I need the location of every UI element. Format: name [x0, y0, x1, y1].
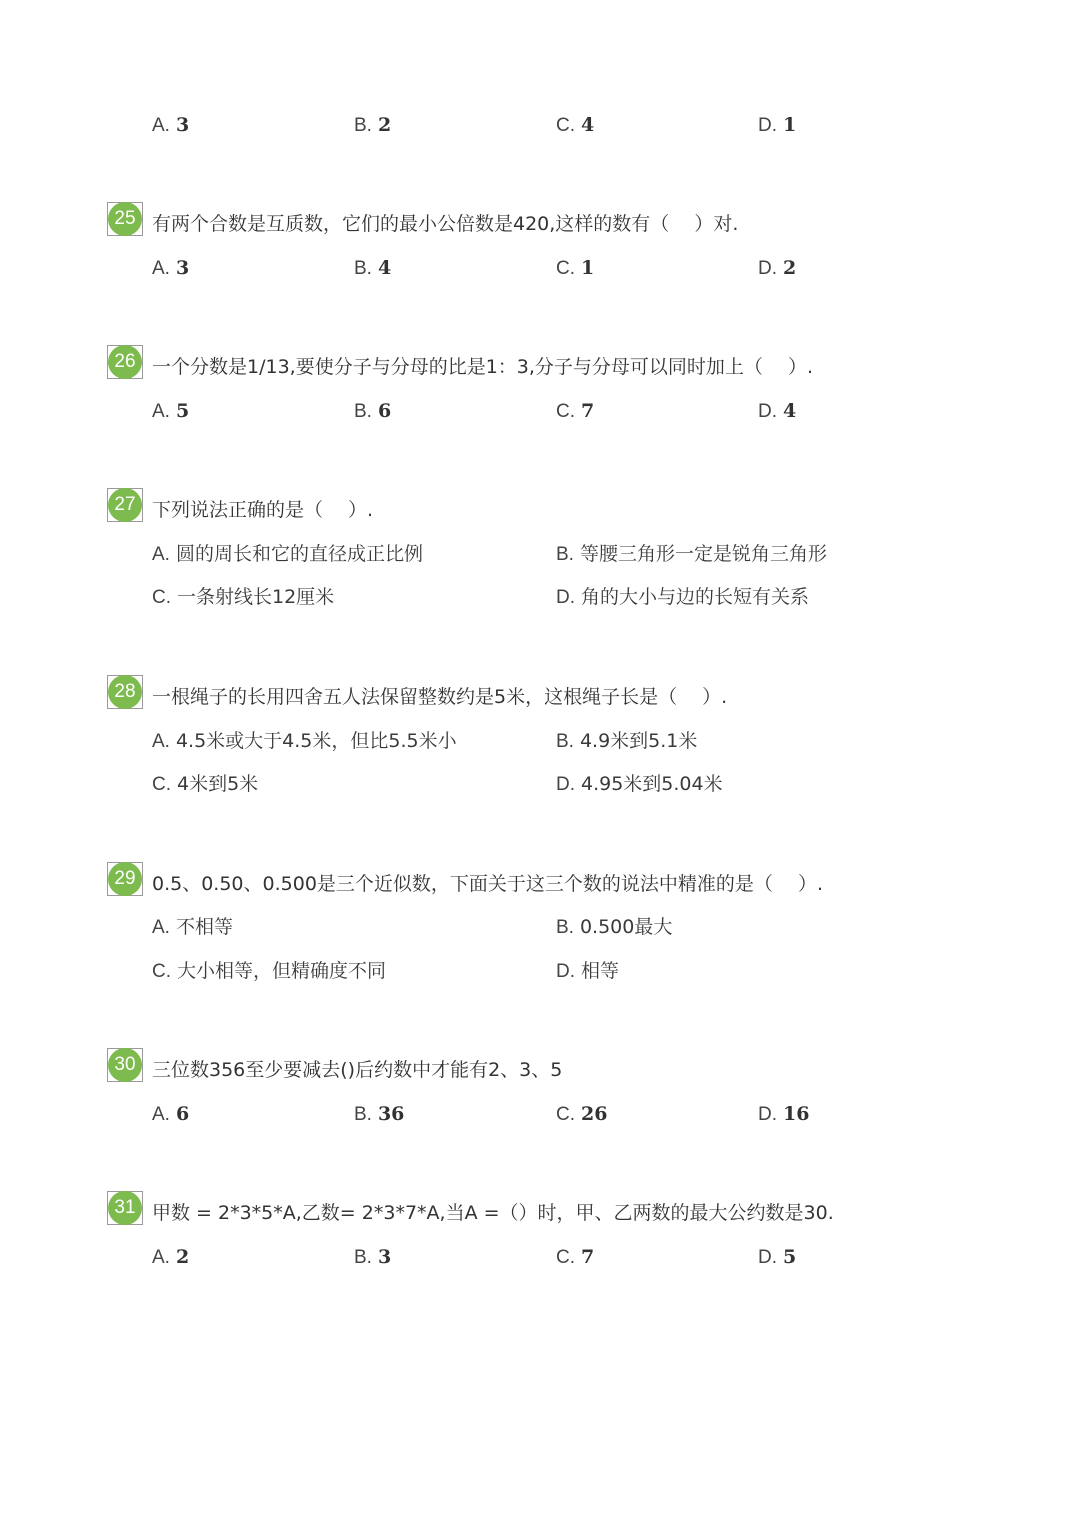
option-value: 4.9米到5.1米	[579, 730, 698, 752]
option-letter: A.	[152, 401, 170, 422]
option-value: 7	[581, 1246, 595, 1268]
option-value: 不相等	[175, 916, 233, 938]
question-text: 0.5、0.50、0.500是三个近似数，下面关于这三个数的说法中精准的是（ ）.	[152, 873, 823, 895]
q25-option-a[interactable]	[152, 253, 189, 284]
q24-option-d[interactable]	[758, 110, 796, 141]
q28-option-c[interactable]	[152, 769, 258, 800]
q28-option-a[interactable]	[152, 726, 457, 757]
option-letter: C.	[556, 401, 575, 422]
option-letter: D.	[758, 1104, 777, 1125]
option-value: 等腰三角形一定是锐角三角形	[579, 543, 827, 565]
option-letter: B.	[556, 917, 574, 938]
option-letter: D.	[758, 1247, 777, 1268]
option-value: 6	[175, 1103, 190, 1125]
option-letter: B.	[354, 258, 372, 279]
question-text: 一个分数是1/13,要使分子与分母的比是1：3,分子与分母可以同时加上（ ）.	[152, 356, 814, 378]
option-letter: B.	[354, 401, 372, 422]
option-value: 7	[581, 400, 595, 422]
q25-option-d[interactable]	[758, 253, 796, 284]
q24-option-b[interactable]	[354, 110, 391, 141]
option-value: 5	[783, 1246, 797, 1268]
option-letter: A.	[152, 917, 170, 938]
option-letter: B.	[354, 1247, 372, 1268]
option-value: 一条射线长12厘米	[177, 586, 335, 608]
q27-option-b[interactable]	[556, 539, 827, 570]
option-letter: D.	[556, 961, 575, 982]
q28-option-b[interactable]	[556, 726, 697, 757]
option-value: 1	[783, 114, 797, 136]
q30-option-a[interactable]	[152, 1099, 189, 1130]
q24-option-c[interactable]	[556, 110, 594, 141]
q30-option-b[interactable]	[354, 1099, 404, 1130]
q26-option-c[interactable]	[556, 396, 594, 427]
question-number: 25	[108, 202, 142, 236]
option-value: 1	[581, 257, 595, 279]
question-number: 30	[108, 1048, 142, 1082]
question-number: 29	[108, 862, 142, 896]
q27-option-d[interactable]	[556, 582, 809, 613]
question-number-badge	[107, 862, 143, 896]
question-number: 26	[108, 345, 142, 379]
option-letter: A.	[152, 1104, 170, 1125]
option-letter: C.	[152, 587, 171, 608]
option-value: 圆的周长和它的直径成正比例	[175, 543, 423, 565]
question-number: 27	[108, 488, 142, 522]
question-text: 下列说法正确的是（ ）.	[152, 499, 374, 521]
option-letter: D.	[758, 401, 777, 422]
option-letter: B.	[354, 1104, 372, 1125]
q25-option-c[interactable]	[556, 253, 594, 284]
option-value: 2	[783, 257, 797, 279]
q26-option-b[interactable]	[354, 396, 391, 427]
option-value: 6	[377, 400, 392, 422]
question-number-badge	[107, 1191, 143, 1225]
option-letter: C.	[556, 115, 575, 136]
option-value: 16	[783, 1103, 810, 1125]
option-value: 36	[377, 1103, 405, 1125]
q31-option-d[interactable]	[758, 1242, 796, 1273]
option-letter: C.	[556, 258, 575, 279]
option-value: 4	[783, 400, 797, 422]
option-value: 3	[175, 257, 190, 279]
option-value: 4.5米或大于4.5米，但比5.5米小	[175, 730, 457, 752]
question-text: 三位数356至少要减去()后约数中才能有2、3、5	[152, 1059, 563, 1081]
option-value: 2	[377, 114, 392, 136]
q29-option-c[interactable]	[152, 956, 386, 987]
q27-option-a[interactable]	[152, 539, 423, 570]
option-letter: C.	[556, 1247, 575, 1268]
question-text: 一根绳子的长用四舍五人法保留整数约是5米，这根绳子长是（ ）.	[152, 686, 728, 708]
question-text: 有两个合数是互质数，它们的最小公倍数是420,这样的数有（ ）对.	[152, 213, 739, 235]
q29-option-a[interactable]	[152, 912, 233, 943]
question-text: 甲数 = 2*3*5*A,乙数= 2*3*7*A,当A =（）时，甲、乙两数的最大公约数是30.	[152, 1202, 834, 1224]
option-letter: A.	[152, 115, 170, 136]
q27-option-c[interactable]	[152, 582, 334, 613]
option-value: 4	[377, 257, 392, 279]
option-value: 相等	[581, 960, 620, 982]
question-number: 28	[108, 675, 142, 709]
option-value: 4	[581, 114, 595, 136]
q31-option-c[interactable]	[556, 1242, 594, 1273]
q31-option-a[interactable]	[152, 1242, 189, 1273]
option-letter: D.	[758, 258, 777, 279]
q26-option-d[interactable]	[758, 396, 796, 427]
question-number-badge	[107, 1048, 143, 1082]
q24-option-a[interactable]	[152, 110, 189, 141]
option-value: 3	[377, 1246, 392, 1268]
option-letter: B.	[556, 544, 574, 565]
question-number-badge	[107, 675, 143, 709]
option-value: 5	[175, 400, 190, 422]
q25-option-b[interactable]	[354, 253, 391, 284]
q31-option-b[interactable]	[354, 1242, 391, 1273]
option-letter: A.	[152, 258, 170, 279]
option-value: 4.95米到5.04米	[581, 773, 723, 795]
q29-option-b[interactable]	[556, 912, 672, 943]
q29-option-d[interactable]	[556, 956, 619, 987]
question-number-badge	[107, 202, 143, 236]
option-letter: C.	[152, 961, 171, 982]
q30-option-c[interactable]	[556, 1099, 607, 1130]
option-letter: D.	[556, 774, 575, 795]
option-letter: A.	[152, 544, 170, 565]
option-value: 2	[175, 1246, 190, 1268]
option-letter: B.	[354, 115, 372, 136]
option-letter: C.	[556, 1104, 575, 1125]
question-number-badge	[107, 488, 143, 522]
option-letter: B.	[556, 731, 574, 752]
option-letter: C.	[152, 774, 171, 795]
option-value: 26	[581, 1103, 608, 1125]
option-value: 0.500最大	[579, 916, 673, 938]
q28-option-d[interactable]	[556, 769, 723, 800]
option-letter: D.	[556, 587, 575, 608]
option-value: 大小相等，但精确度不同	[177, 960, 387, 982]
option-value: 4米到5米	[177, 773, 259, 795]
q30-option-d[interactable]	[758, 1099, 809, 1130]
option-letter: A.	[152, 1247, 170, 1268]
option-value: 角的大小与边的长短有关系	[581, 586, 810, 608]
option-letter: A.	[152, 731, 170, 752]
question-number-badge	[107, 345, 143, 379]
option-letter: D.	[758, 115, 777, 136]
q26-option-a[interactable]	[152, 396, 189, 427]
option-value: 3	[175, 114, 190, 136]
question-number: 31	[108, 1191, 142, 1225]
